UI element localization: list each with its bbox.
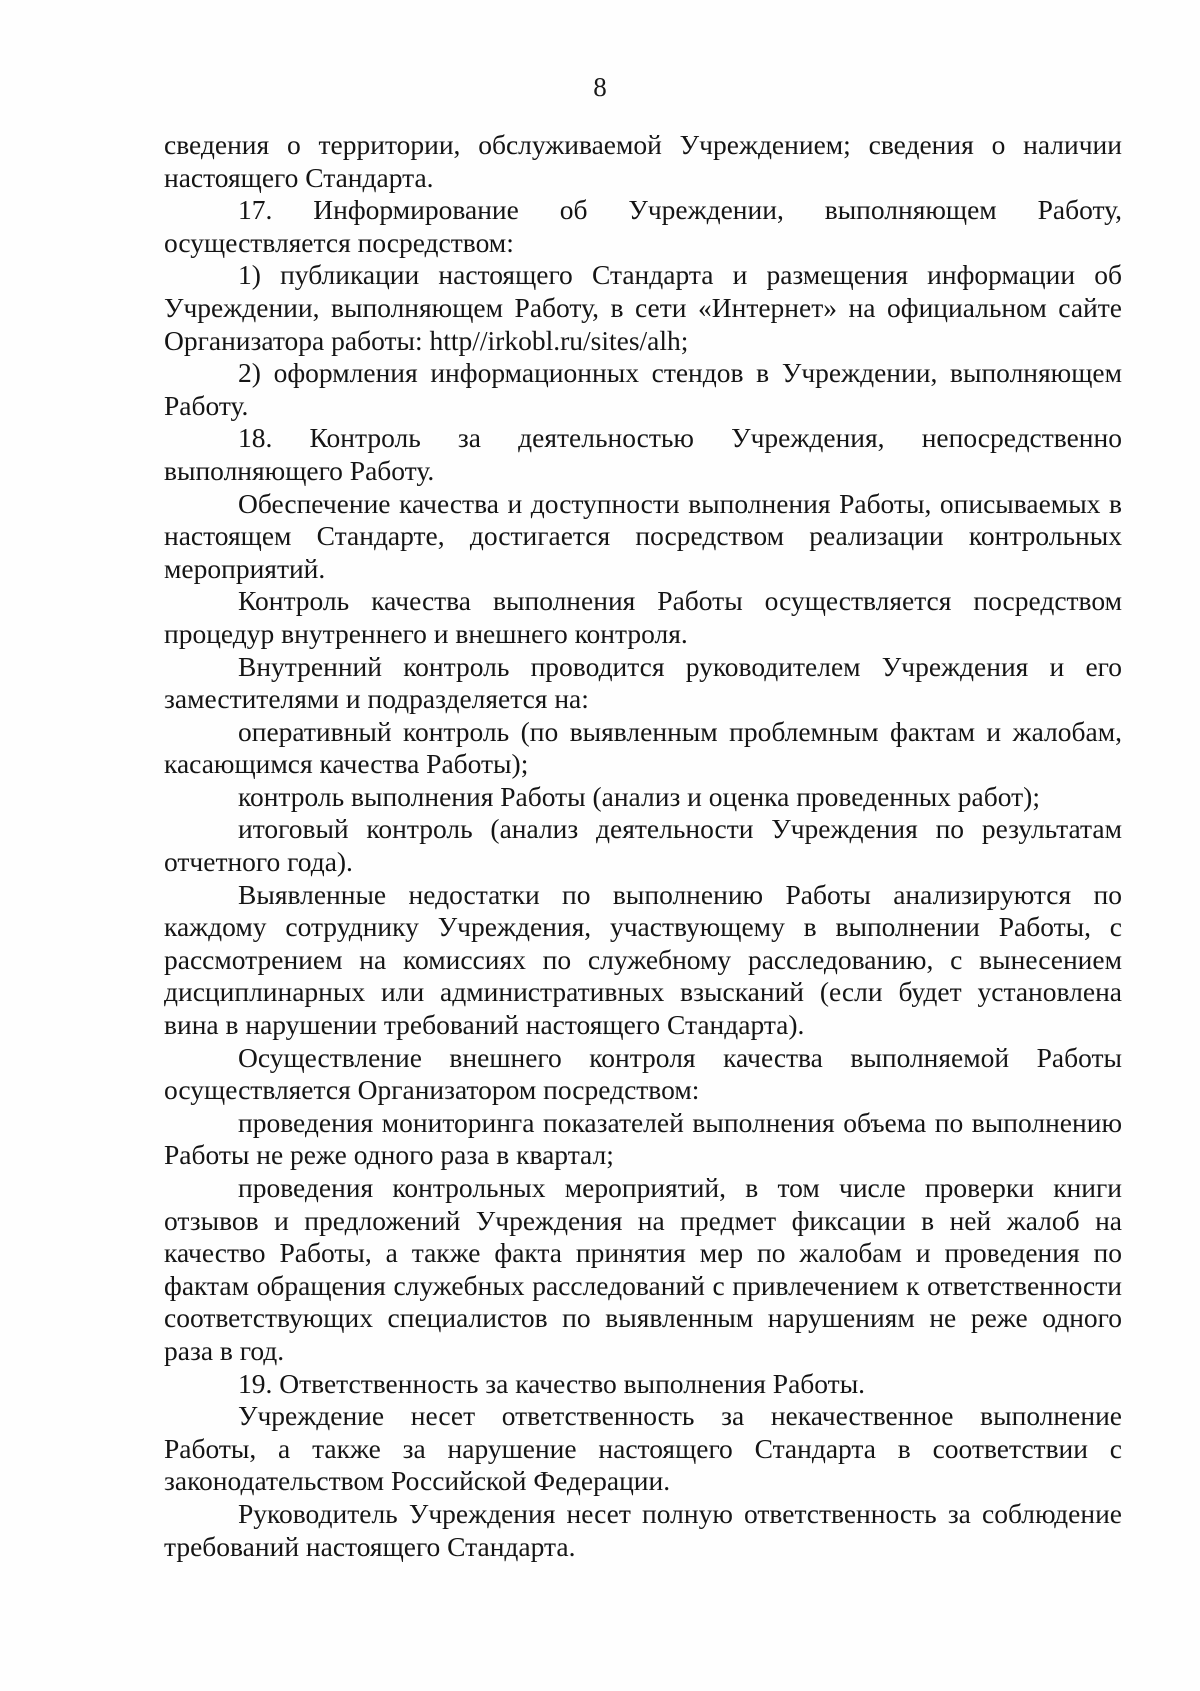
paragraph: 19. Ответственность за качество выполнения Работы. <box>238 1367 866 1399</box>
document-body <box>164 129 1122 1563</box>
paragraph: контроль выполнения Работы (анализ и оценка проведенных работ); <box>238 780 1040 812</box>
paragraph: 1) публикации настоящего Стандарта и размещения информации об Учреждении, выполняющем Работу, в сети «Интернет» на официальном сайте Организатора работы: http//irkobl.ru/sites/alh; <box>164 259 1122 356</box>
paragraph: Контроль качества выполнения Работы осуществляется посредством процедур внутреннего и внешнего контроля. <box>164 585 1122 649</box>
paragraph: 17. Информирование об Учреждении, выполняющем Работу, осуществляется посредством: <box>164 194 1122 258</box>
paragraph: проведения мониторинга показателей выполнения объема по выполнению Работы не реже одного раза в квартал; <box>164 1106 1122 1171</box>
paragraph: проведения контрольных мероприятий, в том числе проверки книги отзывов и предложений Учреждения на предмет фиксации в ней жалоб на качество Работы, а также факта принятия мер по жалобам и проведения по фактам обращения служебных расследований с привлечением к ответственности соответствующих специалистов по выявленным нарушениям не реже одного раза в год. <box>164 1172 1122 1366</box>
paragraph: Обеспечение качества и доступности выполнения Работы, описываемых в настоящем Стандарте, достигается посредством реализации контрольных мероприятий. <box>164 487 1122 584</box>
paragraph: 18. Контроль за деятельностью Учреждения, непосредственно выполняющего Работу. <box>164 422 1122 486</box>
paragraph: Внутренний контроль проводится руководителем Учреждения и его заместителями и подразделяется на: <box>164 650 1122 715</box>
paragraph: Выявленные недостатки по выполнению Работы анализируются по каждому сотруднику Учреждения, участвующему в выполнении Работы, с рассмотрением на комиссиях по служебному расследованию, с вынесением дисциплинарных или административных взысканий (если будет установлена вина в нарушении требований настоящего Стандарта). <box>164 878 1122 1041</box>
paragraph: 2) оформления информационных стендов в Учреждении, выполняющем Работу. <box>164 357 1122 421</box>
paragraph: сведения о территории, обслуживаемой Учреждением; сведения о наличии настоящего Стандарта. <box>164 129 1122 193</box>
paragraph: Учреждение несет ответственность за некачественное выполнение Работы, а также за нарушение настоящего Стандарта в соответствии с законодательством Российской Федерации. <box>164 1400 1122 1497</box>
paragraph: итоговый контроль (анализ деятельности Учреждения по результатам отчетного года). <box>164 813 1122 878</box>
paragraph: Осуществление внешнего контроля качества выполняемой Работы осуществляется Организатором посредством: <box>164 1041 1122 1106</box>
paragraph: Руководитель Учреждения несет полную ответственность за соблюдение требований настоящего Стандарта. <box>164 1497 1122 1562</box>
paragraph: оперативный контроль (по выявленным проблемным фактам и жалобам, касающимся качества Работы); <box>164 715 1122 780</box>
page-number: 8 <box>593 72 607 102</box>
